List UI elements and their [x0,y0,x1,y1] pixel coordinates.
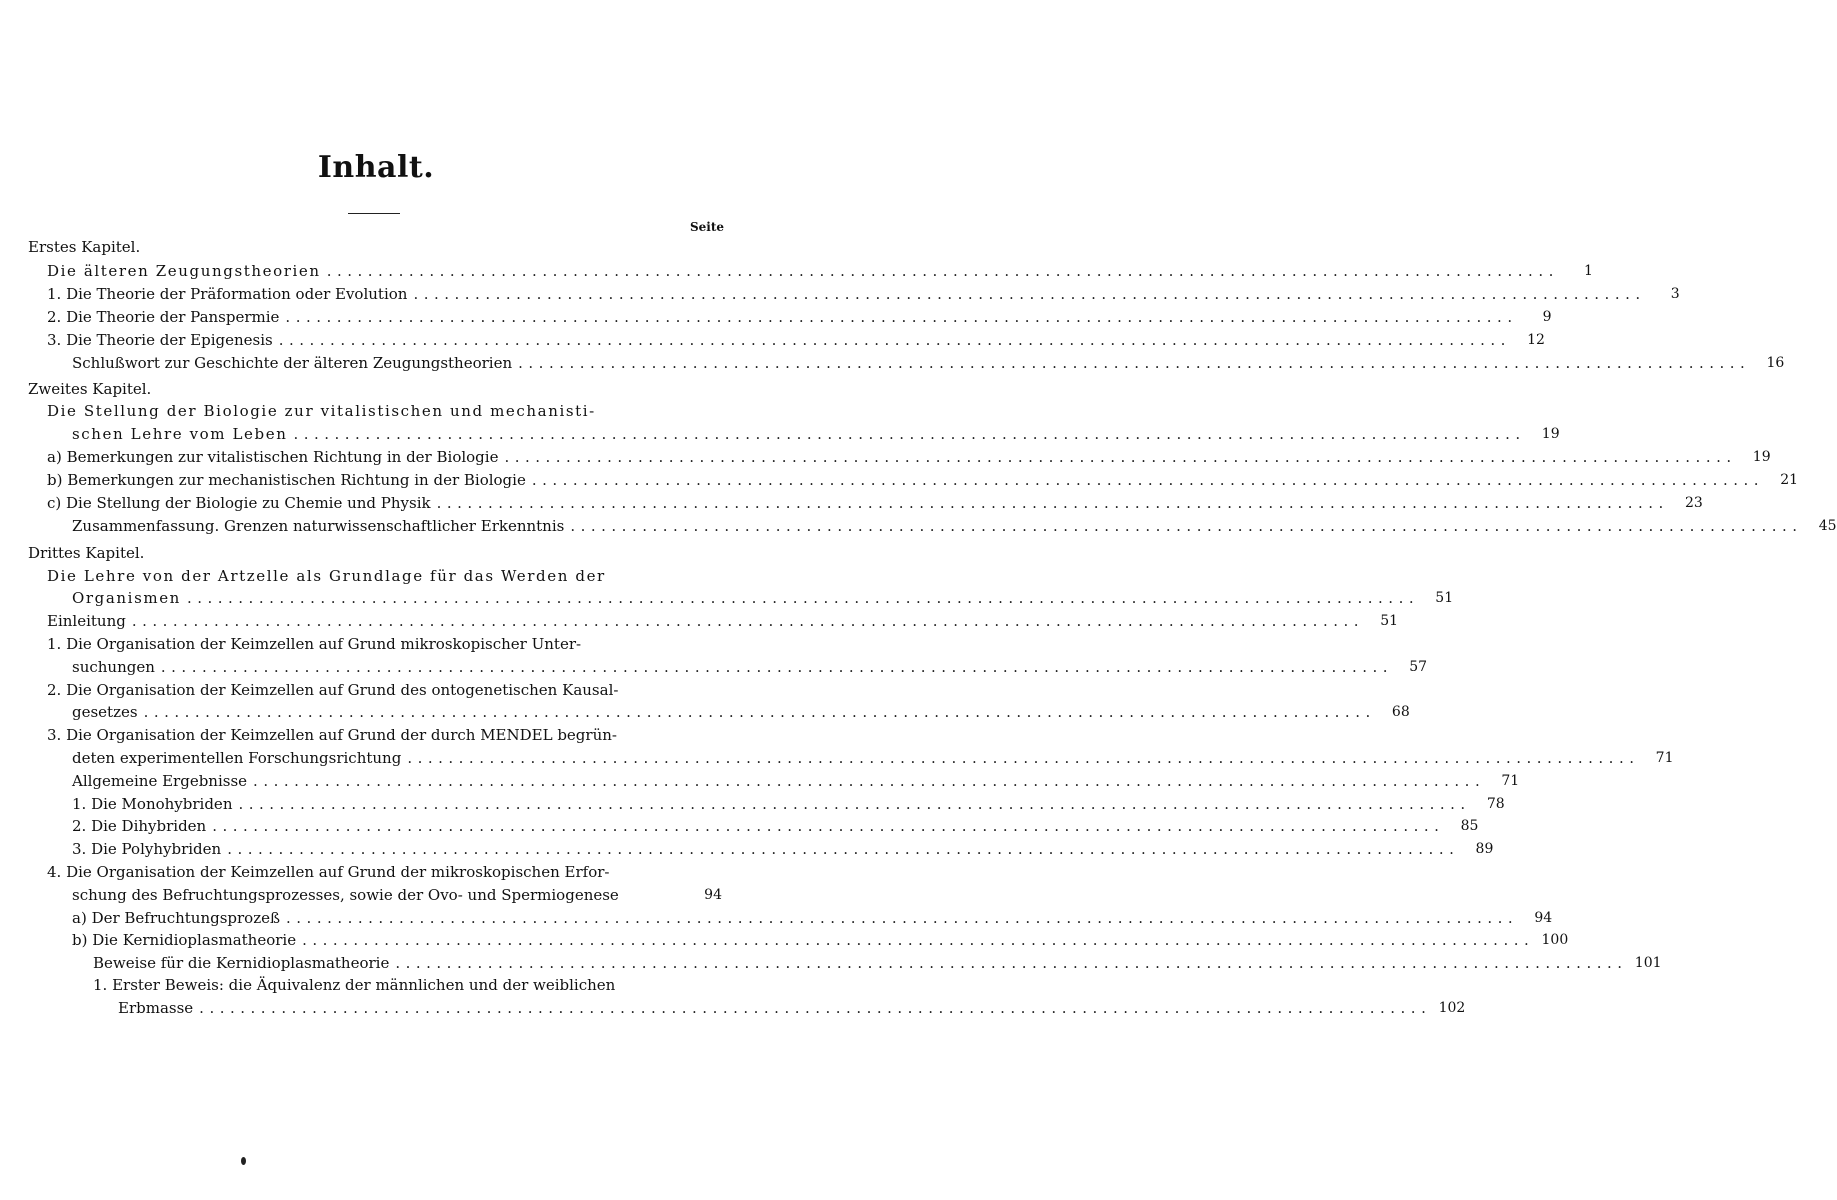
toc-entry-title: deten experimentellen Forschungsrichtung [72,749,402,767]
toc-entry [28,540,722,562]
toc-entry [47,281,1680,303]
toc-entry-title: 3. Die Polyhybriden [72,840,222,858]
dot-leader: ........................................................................................................................ [131,612,1365,630]
toc-entry-title: Allgemeine Ergebnisse [72,772,248,790]
toc-entry [72,882,722,904]
toc-entry-title: Organismen [72,589,181,607]
toc-entry-title: a) Bemerkungen zur vitalistischen Richtung in der Biologie [47,448,499,466]
toc-entry [47,258,1593,280]
toc-entry [47,631,722,653]
toc-entry [47,467,1799,489]
toc-entry-page-number: 78 [1486,796,1505,812]
toc-entry [72,813,1479,835]
toc-entry-page-number: 23 [1684,495,1703,511]
dot-leader: ........................................................................................................................ [436,494,1669,512]
toc-entry-title: 3. Die Theorie der Epigenesis [47,331,273,349]
toc-entry [72,350,1785,372]
dot-leader: ........................................................................................................................ [413,285,1646,303]
toc-entry-page-number: 3 [1670,286,1680,302]
toc-entry [72,836,1494,858]
toc-entry [47,490,1703,512]
print-speck [241,1157,246,1165]
toc-entry-title: Die älteren Zeugungstheorien [47,262,321,280]
toc-entry-title: Die Lehre von der Artzelle als Grundlage für das Werden der [47,567,606,585]
toc-entry-title: Zusammenfassung. Grenzen naturwissenschaftlicher Erkenntnis [72,517,565,535]
toc-entry-title: Schlußwort zur Geschichte der älteren Zeugungstheorien [72,354,513,372]
dot-leader: ........................................................................................................................ [278,331,1511,349]
toc-entry-page-number: 21 [1780,472,1799,488]
toc-entry [72,791,1505,813]
toc-entry [28,376,722,398]
dot-leader: ........................................................................................................................ [199,999,1432,1017]
toc-entry-page-number: 94 [704,887,722,903]
dot-leader: ........................................................................................................................ [143,703,1376,721]
toc-entry [47,677,722,699]
toc-entry-page-number: 12 [1527,332,1545,348]
toc-entry [47,398,722,420]
toc-entry-page-number: 57 [1409,659,1428,675]
toc-entry [47,327,1545,349]
dot-leader: ........................................................................................................................ [407,749,1640,767]
toc-entry-title: 2. Die Organisation der Keimzellen auf Grund des ontogenetischen Kausal- [47,681,619,699]
toc-entry-title: schung des Befruchtungsprozesses, sowie der Ovo- und Spermiogenese [72,886,619,904]
dot-leader: ........................................................................................................................ [302,931,1535,949]
toc-entry-title: Beweise für die Kernidioplasmatheorie [93,954,390,972]
toc-entry-title: 2. Die Dihybriden [72,817,207,835]
dot-leader: ........................................................................................................................ [293,425,1526,443]
toc-entry-title: 1. Die Monohybriden [72,795,233,813]
dot-leader: ........................................................................................................................ [186,589,1420,607]
toc-entry-page-number: 19 [1541,426,1560,442]
toc-entry-title: Zweites Kapitel. [28,380,152,398]
toc-entry [28,234,722,256]
toc-entry-title: suchungen [72,658,155,676]
toc-entry [93,972,722,994]
dot-leader: ........................................................................................................................ [395,954,1628,972]
toc-entry-title: gesetzes [72,703,138,721]
toc-entry [72,927,1569,949]
dot-leader: ........................................................................................................................ [531,471,1765,489]
toc-entry-title: 4. Die Organisation der Keimzellen auf Grund der mikroskopischen Erfor- [47,863,610,881]
toc-entry [47,563,722,585]
toc-entry-page-number: 85 [1460,818,1479,834]
toc-entry-page-number: 19 [1752,449,1771,465]
toc-entry-page-number: 1 [1583,263,1593,279]
toc-entry-page-number: 94 [1534,910,1553,926]
toc-entry-page-number: 71 [1501,773,1520,789]
toc-entry-title: c) Die Stellung der Biologie zu Chemie und Physik [47,494,431,512]
toc-entry-title: 1. Erster Beweis: die Äquivalenz der männlichen und der weiblichen [93,976,616,994]
toc-entry-title: Die Stellung der Biologie zur vitalistischen und mechanisti- [47,402,596,420]
toc-entry-page-number: 101 [1634,955,1662,971]
toc-entry-title: Erstes Kapitel. [28,238,141,256]
toc-entry [72,905,1553,927]
toc-entry-title: schen Lehre vom Leben [72,425,288,443]
toc-entry-page-number: 102 [1438,1000,1466,1016]
toc-entry-page-number: 16 [1766,355,1785,371]
dot-leader: ........................................................................................................................ [504,448,1737,466]
toc-entry-title: b) Bemerkungen zur mechanistischen Richtung in der Biologie [47,471,526,489]
toc-entry [47,444,1771,466]
dot-leader: ........................................................................................................................ [160,658,1394,676]
toc-entry-page-number: 51 [1435,590,1454,606]
toc-entry [72,585,1454,607]
toc-entry-title: 3. Die Organisation der Keimzellen auf Grund der durch MENDEL begrün- [47,726,617,744]
toc-entry [72,768,1520,790]
dot-leader: ........................................................................................................................ [212,817,1445,835]
dot-leader: ........................................................................................................................ [518,354,1751,372]
page-title: Inhalt. [317,150,435,185]
toc-entry [72,654,1428,676]
toc-entry-title: a) Der Befruchtungsprozeß [72,909,281,927]
toc-entry-page-number: 68 [1391,704,1410,720]
toc-entry [47,608,1399,630]
toc-entry [47,304,1552,326]
toc-entry [93,950,1662,972]
dot-leader: ........................................................................................................................ [326,262,1559,280]
toc-entry-title: Drittes Kapitel. [28,544,145,562]
dot-leader: ........................................................................................................................ [286,909,1519,927]
toc-entry [47,859,722,881]
toc-entry-title: b) Die Kernidioplasmatheorie [72,931,297,949]
toc-entry [118,995,1466,1017]
dot-leader: ........................................................................................................................ [570,517,1803,535]
toc-entry [72,421,1560,443]
toc-entry-title: Erbmasse [118,999,194,1017]
toc-entry-page-number: 45 [1818,518,1837,534]
page-column-label: Seite [689,220,724,234]
toc-entry [72,699,1410,721]
dot-leader: ........................................................................................................................ [227,840,1460,858]
toc-entry [47,722,722,744]
dot-leader: ........................................................................................................................ [253,772,1486,790]
toc-entry-page-number: 89 [1475,841,1494,857]
dot-leader: ........................................................................................................................ [238,795,1471,813]
toc-entry-page-number: 100 [1541,932,1569,948]
toc-entry-title: 2. Die Theorie der Panspermie [47,308,280,326]
toc-entry-title: 1. Die Organisation der Keimzellen auf Grund mikroskopischer Unter- [47,635,582,653]
toc-entry [72,513,1837,535]
toc-entry-page-number: 9 [1542,309,1552,325]
toc-entry-page-number: 71 [1655,750,1674,766]
toc-entry-title: Einleitung [47,612,126,630]
toc-entry-title: 1. Die Theorie der Präformation oder Evolution [47,285,408,303]
dot-leader: ........................................................................................................................ [285,308,1518,326]
toc-entry-page-number: 51 [1380,613,1399,629]
toc-entry [72,745,1674,767]
